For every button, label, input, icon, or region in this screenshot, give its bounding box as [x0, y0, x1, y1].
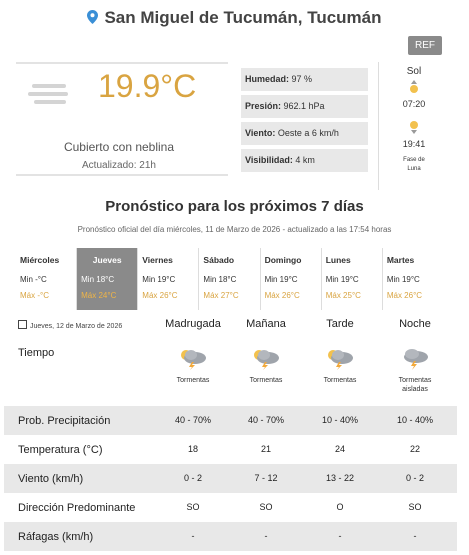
location-name: San Miguel de Tucumán, Tucumán — [104, 8, 382, 27]
moon-phase-label: Fase de Luna — [403, 157, 425, 172]
current-details — [241, 68, 368, 176]
current-condition: Cubierto con neblina — [63, 140, 175, 154]
day-tab-sabado[interactable]: Sábado Min 18°C Máx 27°C — [199, 248, 260, 310]
location-title — [0, 8, 469, 28]
detail-wind: Viento: Oeste a 6 km/h — [241, 122, 368, 145]
day-tab-viernes[interactable]: Viernes Min 19°C Máx 26°C — [138, 248, 199, 310]
row-rafagas: Ráfagas (km/h) - - - - — [4, 522, 457, 551]
detail-date: Jueves, 12 de Marzo de 2026 — [18, 320, 122, 330]
sun-panel — [378, 62, 448, 190]
detail-visibility: Visibilidad: 4 km — [241, 149, 368, 172]
forecast-subtitle: Pronóstico oficial del día miércoles, 11 de Marzo de 2026 - actualizado a las 17:54 horas — [77, 225, 392, 234]
sunset-time: 19:41 — [402, 139, 426, 149]
detail-pressure: Presión: 962.1 hPa — [241, 95, 368, 118]
detail-humidity: Humedad: 97 % — [241, 68, 368, 91]
day-tab-lunes[interactable]: Lunes Min 19°C Máx 25°C — [322, 248, 383, 310]
sunset-icon — [407, 120, 421, 134]
sunrise-icon — [407, 80, 421, 94]
fog-icon — [28, 84, 78, 112]
storm-icon — [400, 346, 430, 370]
row-prob-precipitacion: Prob. Precipitación 40 - 70% 40 - 70% 10 - 40% 10 - 40% — [4, 406, 457, 435]
row-direccion: Dirección Predominante SO SO O SO — [18, 502, 422, 514]
weather-label-noche: Tormentas aisladas — [398, 377, 432, 393]
row-viento: Viento (km/h) 0 - 2 7 - 12 13 - 22 0 - 2 — [4, 464, 457, 493]
forecast-title: Pronóstico para los próximos 7 días — [105, 198, 364, 215]
period-tarde: Tarde — [326, 318, 354, 330]
period-manana: Mañana — [246, 318, 286, 330]
day-tab-martes[interactable]: Martes Min 19°C Máx 26°C — [386, 255, 423, 300]
day-tab-jueves[interactable]: Jueves Min 18°C Máx 24°C — [77, 248, 138, 310]
period-madrugada: Madrugada — [165, 318, 221, 330]
storm-icon — [325, 346, 355, 370]
tiempo-label: Tiempo — [18, 347, 55, 359]
weather-label-manana: Tormentas — [249, 377, 283, 384]
day-tab-domingo[interactable]: Domingo Min 19°C Máx 26°C — [261, 248, 322, 310]
period-noche: Noche — [399, 318, 431, 330]
day-tab-miercoles[interactable]: Miércoles Min -°C Máx -°C — [16, 248, 77, 310]
day-tabs — [16, 248, 443, 310]
current-conditions — [16, 62, 228, 176]
calendar-icon — [18, 320, 27, 329]
storm-icon — [178, 346, 208, 370]
updated-time: Actualizado: 21h — [82, 160, 156, 171]
storm-icon — [251, 346, 281, 370]
ref-button[interactable]: REF — [408, 36, 442, 55]
sunrise-time: 07:20 — [402, 99, 426, 109]
row-temperatura: Temperatura (°C) 18 21 24 22 — [18, 444, 420, 456]
location-pin-icon — [87, 10, 98, 24]
sun-label: Sol — [406, 66, 422, 77]
weather-label-tarde: Tormentas — [323, 377, 357, 384]
weather-label-madrugada: Tormentas — [176, 377, 210, 384]
current-temperature: 19.9°C — [98, 68, 197, 104]
